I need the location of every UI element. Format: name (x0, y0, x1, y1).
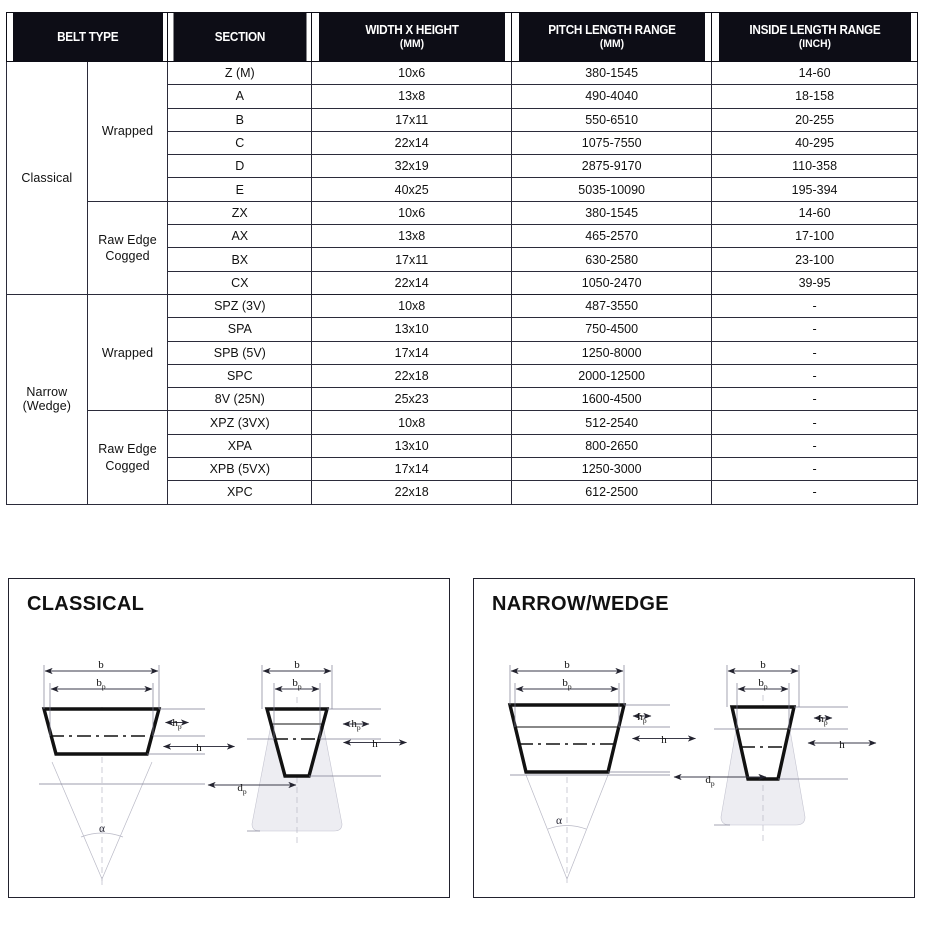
cell-inside-length-range: 110-358 (712, 155, 918, 178)
table-row (7, 411, 918, 434)
cell-width-height: 10x8 (312, 294, 512, 317)
classical-right-label-bp: $b_p$ (292, 677, 302, 691)
cell-pitch-length-range: 380-1545 (512, 201, 712, 224)
cell-pitch-length-range: 2000-12500 (512, 364, 712, 387)
cell-pitch-length-range: 487-3550 (512, 294, 712, 317)
cell-section: SPA (168, 318, 312, 341)
cell-inside-length-range: - (712, 341, 918, 364)
cell-pitch-length-range: 612-2500 (512, 481, 712, 504)
cell-width-height: 17x11 (312, 108, 512, 131)
cell-pitch-length-range: 1600-4500 (512, 388, 712, 411)
column-header-width-height-unit: (MM) (399, 37, 424, 50)
classical-label-alpha: α (98, 823, 106, 835)
cell-construction: Raw Edge Cogged (87, 411, 168, 504)
narrow-right-label-dp: $d_p$ (705, 774, 715, 788)
cell-construction: Wrapped (87, 62, 168, 202)
cell-width-height: 13x8 (312, 225, 512, 248)
cell-pitch-length-range: 1075-7550 (512, 131, 712, 154)
cell-section: E (168, 178, 312, 201)
cell-inside-length-range: - (712, 411, 918, 434)
classical-right-label-b: b (294, 659, 300, 671)
column-header-width-height (318, 13, 506, 62)
classical-diagram-svg (9, 579, 449, 897)
classical-right-label-dp: $d_p$ (237, 782, 247, 796)
classical-left-label-hp: $h_p$ (172, 717, 182, 731)
classical-right-label-h: h (372, 738, 378, 750)
table-row (7, 62, 918, 85)
cell-width-height: 10x6 (312, 201, 512, 224)
cell-width-height: 10x6 (312, 62, 512, 85)
classical-left-label-bp: $b_p$ (96, 677, 106, 691)
narrow-label-alpha: α (555, 815, 563, 827)
cell-inside-length-range: 195-394 (712, 178, 918, 201)
cell-inside-length-range: - (712, 318, 918, 341)
table-body (7, 62, 918, 505)
cell-pitch-length-range: 550-6510 (512, 108, 712, 131)
cell-inside-length-range: 14-60 (712, 201, 918, 224)
classical-figure-belt (39, 659, 235, 885)
cell-pitch-length-range: 465-2570 (512, 225, 712, 248)
cell-section: ZX (168, 201, 312, 224)
cell-section: XPZ (3VX) (168, 411, 312, 434)
cell-belt-type: Narrow (Wedge) (7, 294, 88, 504)
cell-section: SPC (168, 364, 312, 387)
cell-section: CX (168, 271, 312, 294)
cell-section: XPA (168, 434, 312, 457)
cell-width-height: 22x14 (312, 131, 512, 154)
cell-section: AX (168, 225, 312, 248)
narrow-left-label-bp: $b_p$ (562, 677, 572, 691)
cell-width-height: 13x10 (312, 318, 512, 341)
cell-section: 8V (25N) (168, 388, 312, 411)
narrow-left-label-hp: $h_p$ (637, 711, 647, 725)
cell-inside-length-range: 23-100 (712, 248, 918, 271)
narrow-figure-groove (674, 659, 876, 841)
cell-pitch-length-range: 2875-9170 (512, 155, 712, 178)
cell-width-height: 40x25 (312, 178, 512, 201)
cell-inside-length-range: - (712, 434, 918, 457)
table-row (7, 294, 918, 317)
cell-inside-length-range: 39-95 (712, 271, 918, 294)
column-header-pitch-length-range-label: PITCH LENGTH RANGE (547, 23, 676, 38)
cell-inside-length-range: - (712, 294, 918, 317)
cell-width-height: 22x18 (312, 364, 512, 387)
cell-width-height: 10x8 (312, 411, 512, 434)
cell-pitch-length-range: 512-2540 (512, 411, 712, 434)
classical-right-label-hp: $h_p$ (351, 718, 361, 732)
cell-construction: Wrapped (87, 294, 168, 410)
cell-section: B (168, 108, 312, 131)
table-header-row (7, 13, 918, 62)
cell-width-height: 17x14 (312, 458, 512, 481)
column-header-section-label: SECTION (214, 29, 265, 44)
cell-section: XPB (5VX) (168, 458, 312, 481)
narrow-right-label-b: b (760, 659, 766, 671)
cell-pitch-length-range: 800-2650 (512, 434, 712, 457)
cell-section: C (168, 131, 312, 154)
narrow-diagram-svg (474, 579, 914, 897)
cell-inside-length-range: - (712, 388, 918, 411)
narrow-figure-belt (510, 659, 696, 883)
cell-belt-type: Classical (7, 62, 88, 295)
classical-figure-groove (208, 659, 407, 847)
cell-section: SPB (5V) (168, 341, 312, 364)
cell-width-height: 22x14 (312, 271, 512, 294)
cell-section: XPC (168, 481, 312, 504)
narrow-left-label-b: b (564, 659, 570, 671)
column-header-pitch-length-range (518, 13, 706, 62)
cell-pitch-length-range: 1050-2470 (512, 271, 712, 294)
classical-left-label-h: h (196, 742, 202, 754)
cell-inside-length-range: 14-60 (712, 62, 918, 85)
column-header-pitch-length-range-unit: (MM) (599, 37, 624, 50)
cell-width-height: 17x14 (312, 341, 512, 364)
cell-inside-length-range: 18-158 (712, 85, 918, 108)
cell-pitch-length-range: 750-4500 (512, 318, 712, 341)
panel-title-classical: CLASSICAL (27, 593, 145, 615)
diagram-panel-narrow-wedge (473, 578, 915, 898)
cell-pitch-length-range: 5035-10090 (512, 178, 712, 201)
column-header-section (172, 13, 307, 62)
cell-pitch-length-range: 1250-3000 (512, 458, 712, 481)
cell-width-height: 17x11 (312, 248, 512, 271)
column-header-width-height-label: WIDTH X HEIGHT (365, 23, 459, 38)
column-header-belt-type-label: BELT TYPE (56, 29, 118, 44)
cell-section: SPZ (3V) (168, 294, 312, 317)
cell-section: D (168, 155, 312, 178)
cell-inside-length-range: 20-255 (712, 108, 918, 131)
cell-inside-length-range: - (712, 458, 918, 481)
cell-width-height: 25x23 (312, 388, 512, 411)
narrow-right-label-h: h (839, 739, 845, 751)
narrow-left-label-h: h (661, 734, 667, 746)
classical-left-label-b: b (98, 659, 104, 671)
diagram-panel-classical (8, 578, 450, 898)
cell-inside-length-range: 17-100 (712, 225, 918, 248)
column-header-inside-length-range-label: INSIDE LENGTH RANGE (749, 23, 881, 38)
column-header-belt-type (11, 13, 163, 62)
cell-width-height: 22x18 (312, 481, 512, 504)
narrow-right-label-hp: $h_p$ (818, 713, 828, 727)
belt-specification-table (6, 12, 918, 505)
cell-pitch-length-range: 1250-8000 (512, 341, 712, 364)
column-header-inside-length-range (718, 13, 912, 62)
cell-section: Z (M) (168, 62, 312, 85)
cell-section: A (168, 85, 312, 108)
table-header (7, 13, 918, 62)
cell-section: BX (168, 248, 312, 271)
cell-inside-length-range: - (712, 481, 918, 504)
table-row (7, 201, 918, 224)
panel-title-narrow-wedge: NARROW/WEDGE (492, 593, 669, 615)
cell-pitch-length-range: 490-4040 (512, 85, 712, 108)
column-header-inside-length-range-unit: (INCH) (798, 37, 831, 50)
cell-inside-length-range: 40-295 (712, 131, 918, 154)
cell-pitch-length-range: 380-1545 (512, 62, 712, 85)
cell-width-height: 13x10 (312, 434, 512, 457)
cell-construction: Raw Edge Cogged (87, 201, 168, 294)
cell-width-height: 13x8 (312, 85, 512, 108)
cell-inside-length-range: - (712, 364, 918, 387)
narrow-right-label-bp: $b_p$ (758, 677, 768, 691)
cell-width-height: 32x19 (312, 155, 512, 178)
cell-pitch-length-range: 630-2580 (512, 248, 712, 271)
